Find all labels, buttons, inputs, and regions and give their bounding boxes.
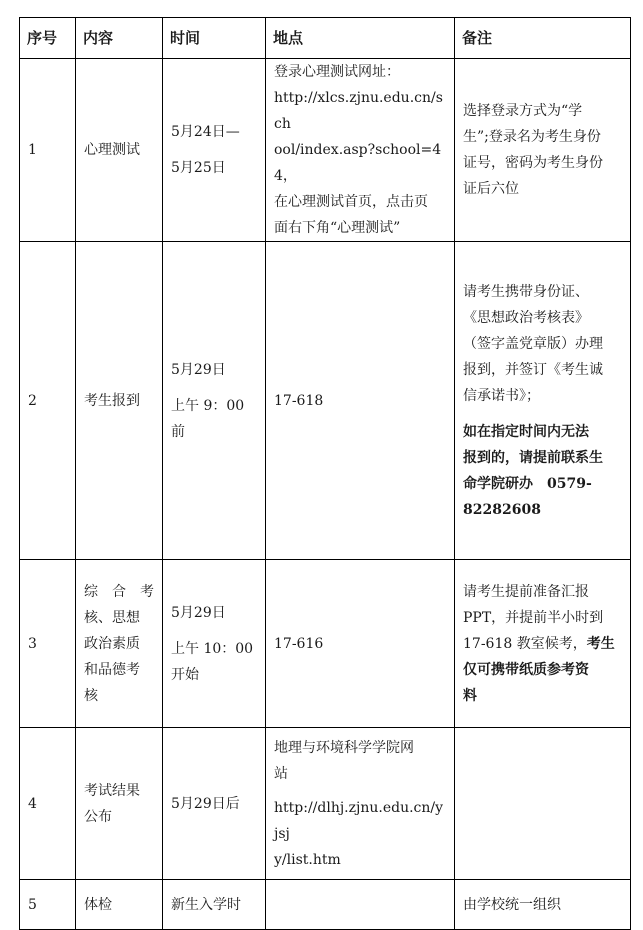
time-line: 前 (171, 423, 185, 440)
cell-content: 体检 (76, 880, 163, 930)
content-line: 综合考 (84, 583, 154, 600)
note-line: 请考生携带身份证、 (463, 283, 589, 300)
note-bold-text: 考生 (586, 635, 615, 652)
content-line: 公布 (84, 808, 112, 825)
cell-place (266, 728, 455, 880)
place-line: 登录心理测试网址： (274, 64, 400, 80)
note-line: 信承诺书》； (463, 387, 540, 404)
header-time: 时间 (163, 18, 266, 59)
time-line: 开始 (171, 666, 199, 683)
header-place: 地点 (266, 18, 455, 59)
table-row (20, 242, 631, 560)
table-row (20, 728, 631, 880)
place-url-line[interactable]: y/list.htm (274, 851, 341, 868)
cell-no: 5 (20, 880, 76, 930)
cell-content: 考生报到 (76, 242, 163, 560)
note-line: 证后六位 (463, 181, 519, 197)
cell-no: 3 (20, 560, 76, 728)
place-line: 地理与环境科学学院网 (274, 739, 414, 756)
cell-content (76, 560, 163, 728)
note-text: 17-618 教室候考， (463, 635, 587, 652)
place-url-line[interactable]: http://dlhj.zjnu.edu.cn/yjsj (274, 799, 444, 842)
note-line: 报到，并签订《考生诚 (463, 361, 603, 378)
header-no: 序号 (20, 18, 76, 59)
content-line: 和品德考 (84, 661, 140, 678)
note-bold-line: 如在指定时间内无法 (463, 423, 589, 440)
header-note: 备注 (455, 18, 631, 59)
note-line (463, 631, 622, 657)
time-line: 上午 10：00 (171, 640, 254, 657)
time-line: 5月29日 (171, 361, 226, 378)
time-line: 5月24日— (171, 124, 240, 140)
note-line: PPT，并提前半小时到 (463, 609, 604, 626)
time-line: 5月29日 (171, 604, 226, 621)
table-row (20, 59, 631, 242)
cell-time: 5月29日后 (163, 728, 266, 880)
cell-time (163, 59, 266, 242)
note-bold-line: 82282608 (463, 501, 541, 518)
cell-content: 心理测试 (76, 59, 163, 242)
time-line: 5月25日 (171, 160, 226, 176)
cell-place (266, 59, 455, 242)
table-row (20, 880, 631, 930)
header-content: 内容 (76, 18, 163, 59)
cell-note: 由学校统一组织 (455, 880, 631, 930)
content-line: 考试结果 (84, 782, 140, 799)
content-line: 核 (84, 687, 98, 704)
note-line: 请考生提前准备汇报 (463, 583, 589, 600)
content-line: 政治素质 (84, 635, 140, 652)
cell-time: 新生入学时 (163, 880, 266, 930)
cell-content (76, 728, 163, 880)
content-line: 核、思想 (84, 609, 140, 626)
time-line: 上午 9：00 (171, 397, 245, 414)
note-line: 生”;登录名为考生身份 (463, 129, 601, 145)
place-line: 面右下角“心理测试” (274, 220, 401, 236)
note-line: 证号，密码为考生身份 (463, 155, 603, 171)
cell-no: 4 (20, 728, 76, 880)
schedule-table (19, 17, 631, 930)
place-url-line[interactable]: ool/index.asp?school=44， (274, 142, 442, 184)
table-header-row (20, 18, 631, 59)
cell-no: 2 (20, 242, 76, 560)
note-bold-line: 料 (463, 687, 477, 704)
cell-note (455, 59, 631, 242)
cell-time (163, 560, 266, 728)
note-line: 选择登录方式为“学 (463, 103, 583, 119)
place-line: 站 (274, 765, 288, 782)
cell-no: 1 (20, 59, 76, 242)
note-bold-line: 仅可携带纸质参考资 (463, 661, 589, 678)
cell-time (163, 242, 266, 560)
table-row (20, 560, 631, 728)
place-line: 在心理测试首页，点击页 (274, 194, 428, 210)
note-bold-line: 命学院研办 0579- (463, 475, 592, 492)
place-url-line[interactable]: http://xlcs.zjnu.edu.cn/sch (274, 90, 443, 132)
cell-place (266, 880, 455, 930)
note-line: 《思想政治考核表》 (463, 309, 589, 326)
cell-note (455, 242, 631, 560)
note-line: （签字盖党章版）办理 (463, 335, 603, 352)
cell-place: 17-618 (266, 242, 455, 560)
cell-note (455, 560, 631, 728)
note-bold-line: 报到的，请提前联系生 (463, 449, 603, 466)
cell-note (455, 728, 631, 880)
cell-place: 17-616 (266, 560, 455, 728)
